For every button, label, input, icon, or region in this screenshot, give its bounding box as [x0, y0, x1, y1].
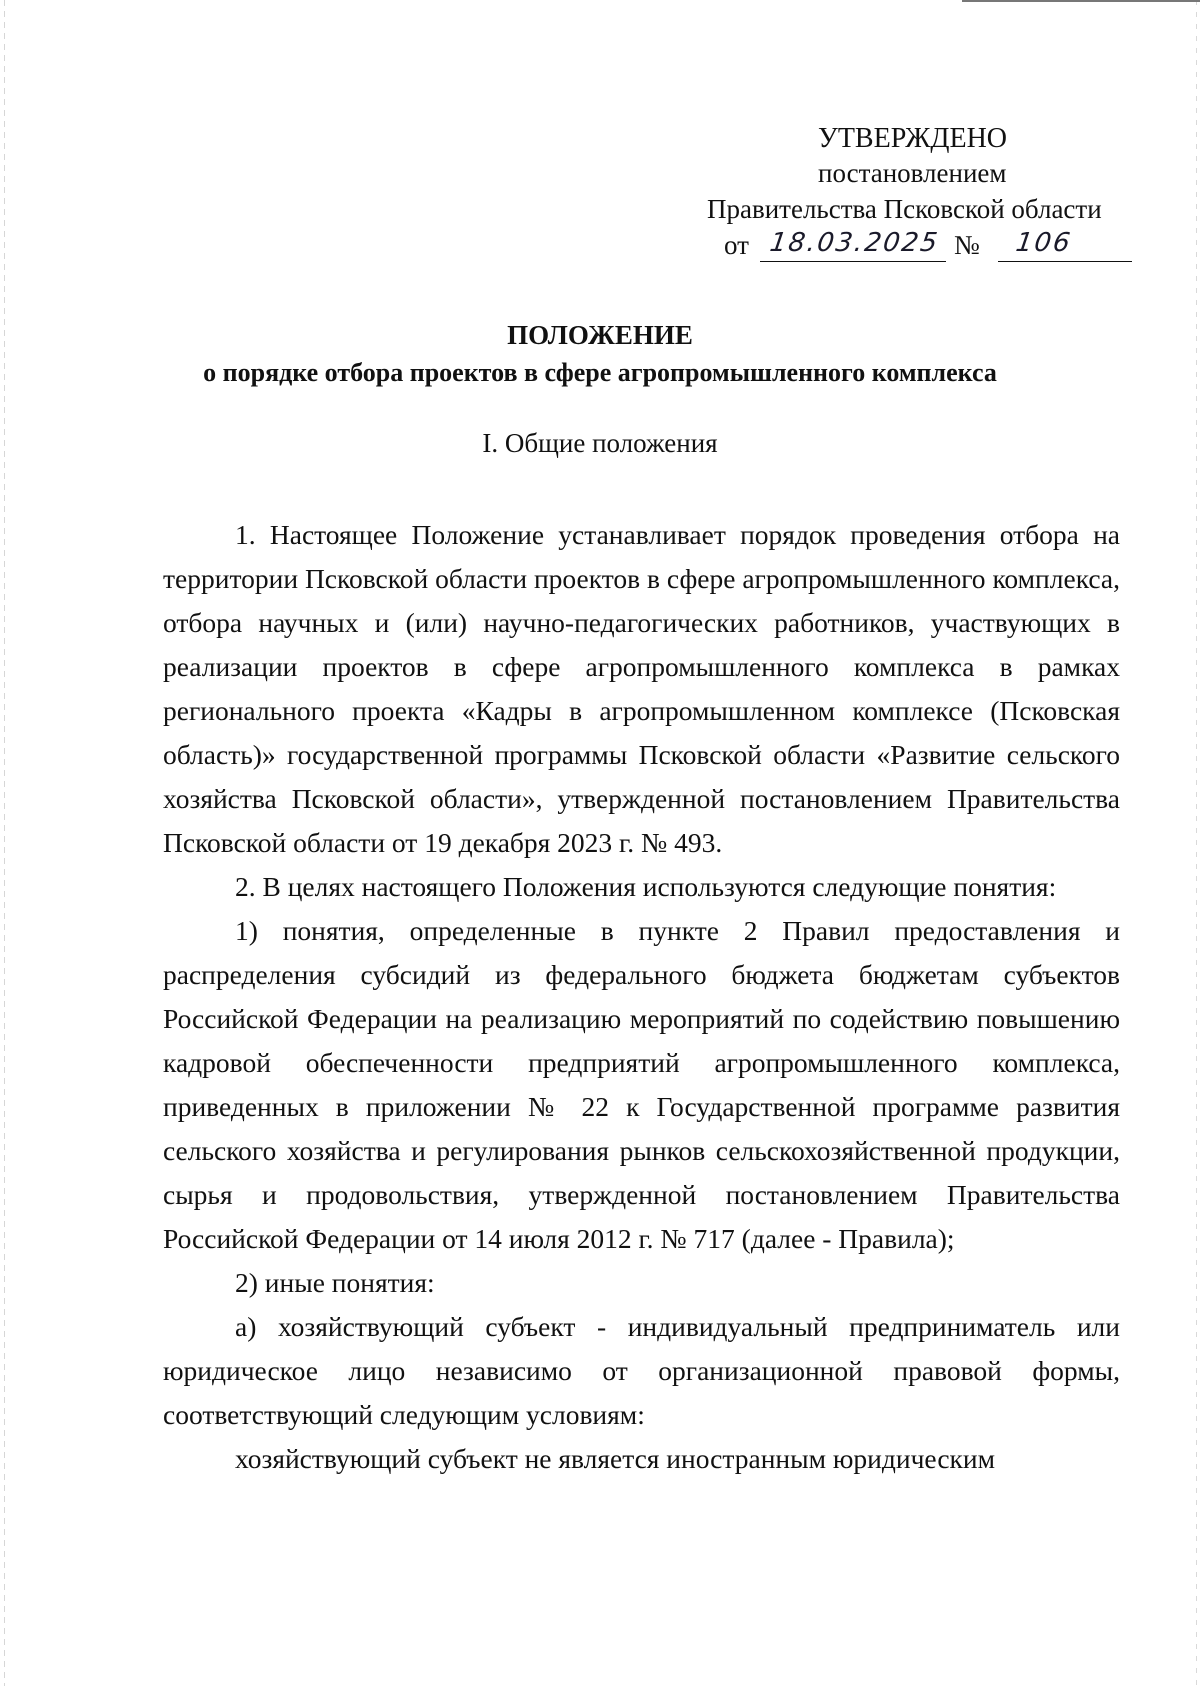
handwritten-number: 106 — [1013, 228, 1074, 258]
approval-by: постановлением — [818, 158, 1007, 188]
paragraph-1: 1. Настоящее Положение устанавливает порядок проведения отбора на территории Псковской области проектов в сфере агропромышленного комплекса, отбора научных и (или) научно-педагогических работников, участвующих в реализации проектов в сфере агропромышленного комплекса в рамках регионального проекта «Кадры в агропромышленном комплексе (Псковская область)» государственной программы Псковской области «Развитие сельского хозяйства Псковской области», утвержденной постановлением Правительства Псковской области от 19 декабря 2023 г. № 493. — [163, 519, 1120, 858]
document-body — [163, 513, 1120, 1481]
scan-edge-left — [4, 0, 5, 1686]
scan-edge-top — [962, 0, 1200, 2]
document-subtitle: о порядке отбора проектов в сфере агропромышленного комплекса — [203, 358, 997, 387]
title-block — [0, 318, 1200, 390]
paragraph-2: 2. В целях настоящего Положения используются следующие понятия: — [235, 871, 1057, 902]
document-title: ПОЛОЖЕНИЕ — [507, 320, 693, 350]
number-sign: № — [954, 230, 980, 260]
date-field — [760, 228, 946, 262]
number-field — [998, 228, 1132, 262]
paragraph-5: а) хозяйствующий субъект - индивидуальный предприниматель или юридическое лицо независимо от организационной правовой формы, соответствующий следующим условиям: — [163, 1311, 1120, 1430]
paragraph-4: 2) иные понятия: — [235, 1267, 435, 1298]
approval-heading: УТВЕРЖДЕНО — [818, 123, 1008, 154]
paragraph-3: 1) понятия, определенные в пункте 2 Правил предоставления и распределения субсидий из федерального бюджета бюджетам субъектов Российской Федерации на реализацию мероприятий по содействию повышению кадровой обеспеченности предприятий агропромышленного комплекса, приведенных в приложении № 22 к Государственной программе развития сельского хозяйства и регулирования рынков сельскохозяйственной продукции, сырья и продовольствия, утвержденной постановлением Правительства Российской Федерации от 14 июля 2012 г. № 717 (далее - Правила); — [163, 915, 1120, 1254]
section-heading: I. Общие положения — [482, 428, 718, 458]
approval-authority: Правительства Псковской области — [707, 194, 1102, 224]
paragraph-6: хозяйствующий субъект не является иностранным юридическим — [235, 1443, 996, 1474]
approval-date-row — [724, 226, 1144, 266]
scan-edge-right — [1196, 0, 1197, 1686]
date-prefix: от — [724, 230, 749, 260]
handwritten-date: 18.03.2025 — [767, 228, 941, 258]
